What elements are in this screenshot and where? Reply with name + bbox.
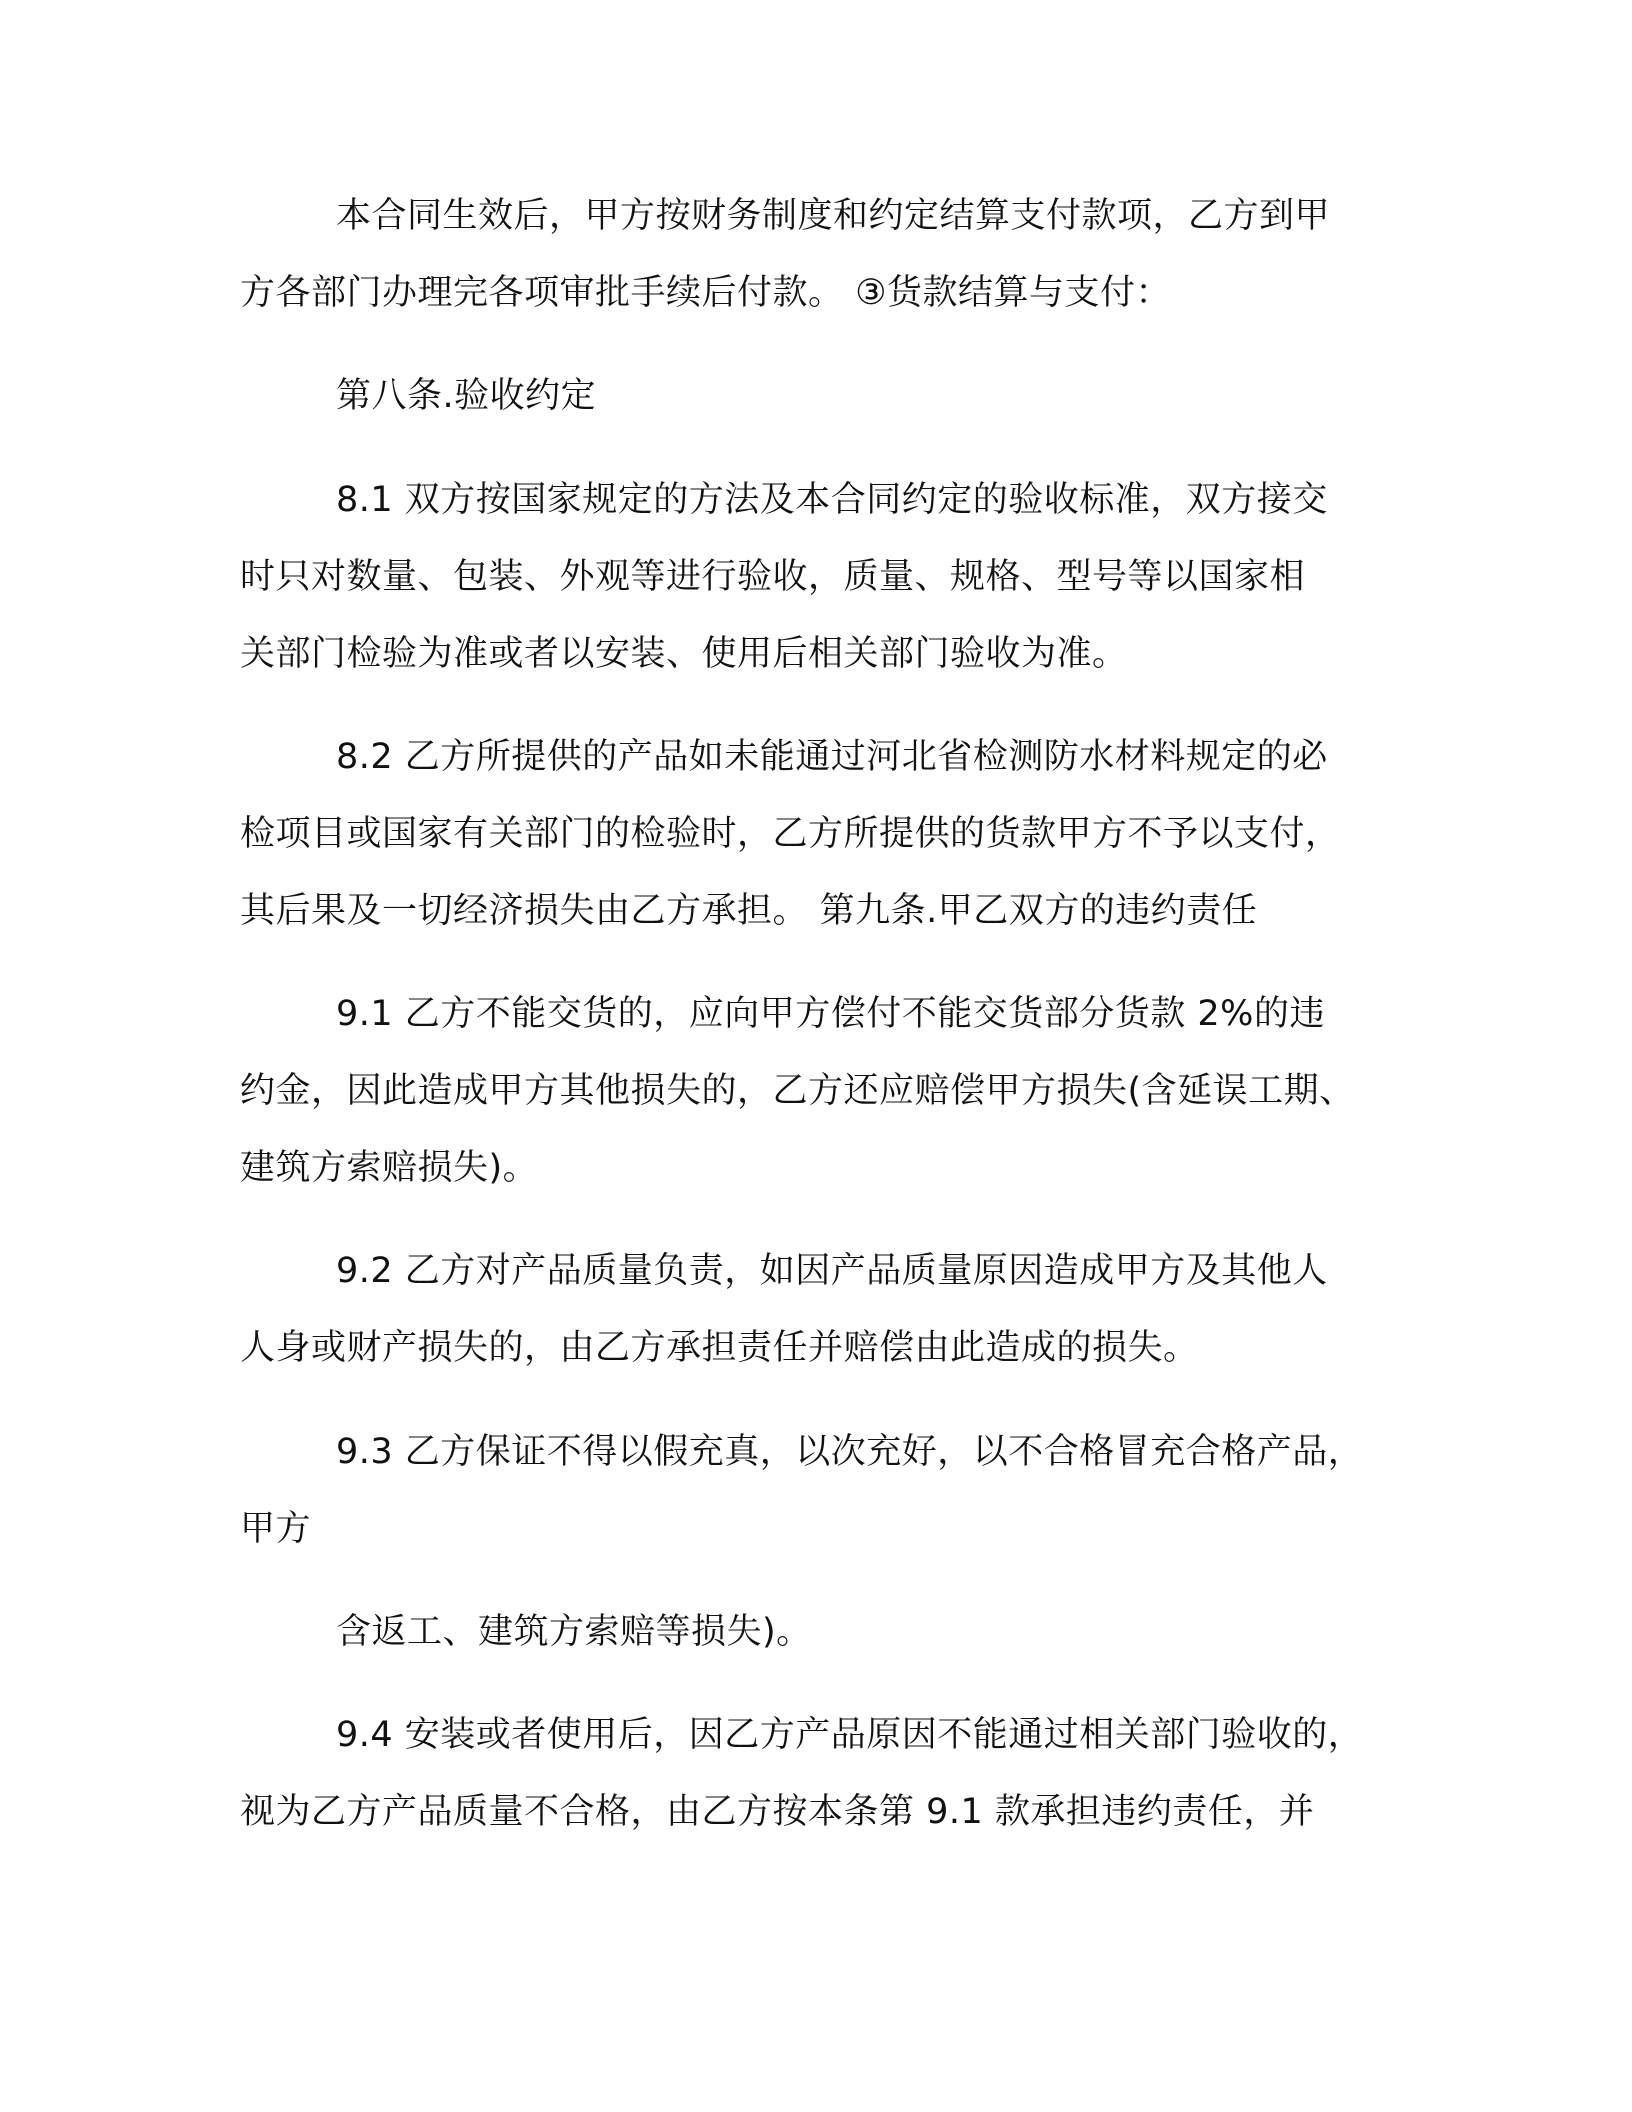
clause-9-3	[240, 1414, 1390, 1568]
text-line: 视为乙方产品质量不合格，由乙方按本条第 9.1 款承担违约责任，并	[240, 1792, 1315, 1832]
text-line: 本合同生效后，甲方按财务制度和约定结算支付款项，乙方到甲	[336, 196, 1331, 236]
text-line: 9.1 乙方不能交货的，应向甲方偿付不能交货部分货款 2%的违	[336, 994, 1325, 1034]
clause-9-4	[240, 1697, 1390, 1851]
paragraph-payment-terms	[240, 178, 1390, 332]
text-line: 约金，因此造成甲方其他损失的，乙方还应赔偿甲方损失(含延误工期、	[240, 1071, 1355, 1111]
text-line: 9.3 乙方保证不得以假充真，以次充好，以不合格冒充合格产品，	[336, 1432, 1364, 1472]
text-line: 其后果及一切经济损失由乙方承担。 第九条.甲乙双方的违约责任	[240, 891, 1258, 931]
clause-9-2	[240, 1233, 1390, 1387]
clause-9-1	[240, 976, 1390, 1207]
text-line: 含返工、建筑方索赔等损失)。	[336, 1612, 812, 1652]
text-line: 建筑方索赔损失)。	[240, 1148, 539, 1188]
text-line: 8.1 双方按国家规定的方法及本合同约定的验收标准，双方接交	[336, 480, 1328, 520]
text-line: 9.4 安装或者使用后，因乙方产品原因不能通过相关部门验收的，	[336, 1715, 1364, 1755]
text-line: 人身或财产损失的，由乙方承担责任并赔偿由此造成的损失。	[240, 1328, 1199, 1368]
text-line: 关部门检验为准或者以安装、使用后相关部门验收为准。	[240, 634, 1128, 674]
article-8-heading	[240, 358, 1390, 435]
text-line: 检项目或国家有关部门的检验时，乙方所提供的货款甲方不予以支付，	[240, 814, 1341, 854]
text-line: 8.2 乙方所提供的产品如未能通过河北省检测防水材料规定的必	[336, 737, 1328, 777]
clause-9-3-continued	[240, 1594, 1390, 1671]
text-line: 第八条.验收约定	[336, 376, 597, 416]
text-line: 方各部门办理完各项审批手续后付款。 ③货款结算与支付：	[240, 273, 1172, 313]
text-line: 时只对数量、包装、外观等进行验收，质量、规格、型号等以国家相	[240, 557, 1306, 597]
text-line: 9.2 乙方对产品质量负责，如因产品质量原因造成甲方及其他人	[336, 1251, 1328, 1291]
text-line: 甲方	[240, 1509, 312, 1549]
clause-8-1	[240, 462, 1390, 693]
clause-8-2	[240, 719, 1390, 950]
